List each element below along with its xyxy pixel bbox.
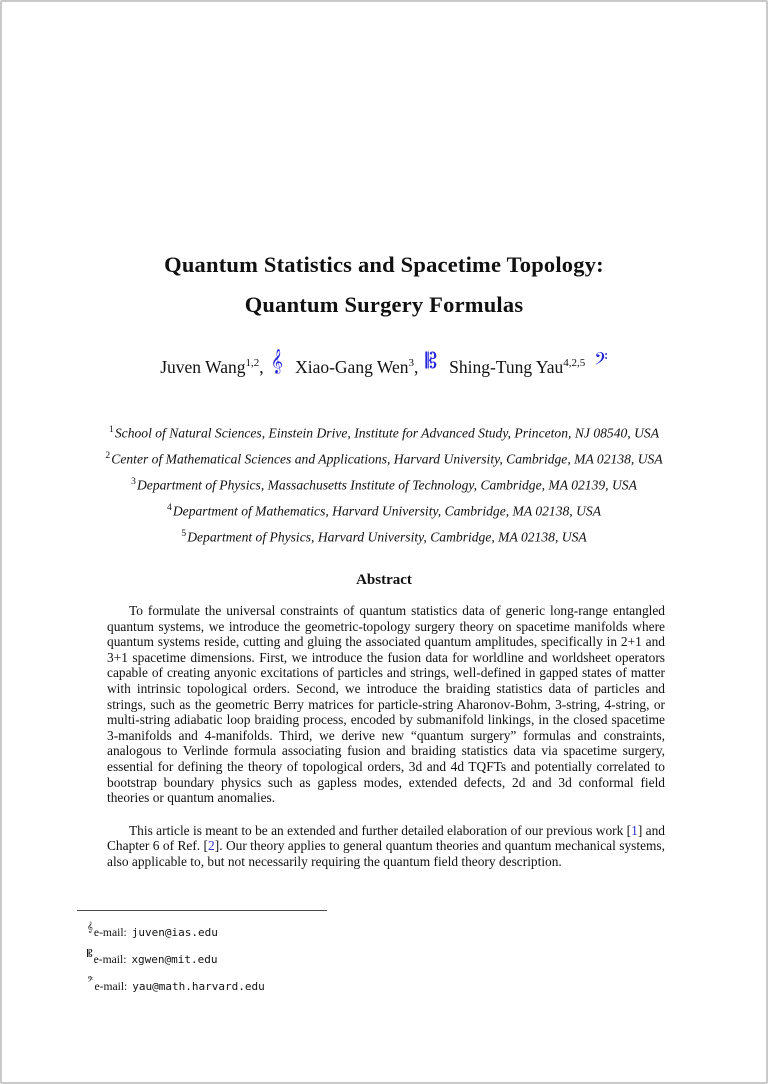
footnote-rule [77, 910, 327, 911]
footnote-label: e-mail: [94, 980, 128, 993]
authors-line [2, 349, 766, 379]
footnote-email-line [77, 971, 497, 998]
abstract-heading: Abstract [356, 572, 412, 588]
author-affil-superscript: 4,2,5 [563, 357, 586, 370]
alto-clef-icon[interactable]: 𝄡 [425, 349, 438, 373]
abstract-body [107, 603, 665, 870]
affiliation-line: $^4$ Department of Mathematics, Harvard University, Cambridge, MA 02138, USA [166, 503, 602, 519]
affiliation-line: $^5$ Department of Physics, Harvard University, Cambridge, MA 02138, USA [181, 529, 587, 545]
affiliations-list [2, 419, 766, 549]
footnote-email-line [77, 944, 497, 971]
footnotes-block [77, 910, 497, 998]
footnote-label: e-mail: [93, 926, 127, 939]
abstract-paragraph-2: This article is meant to be an extended and further detailed elaboration of our previous work [1] and Chapter 6 of Ref. [2]. Our theory applies to general quantum theories and quantum mechanical systems, also applicable to, but not necessarily requiring the quantum field theory description. [107, 822, 665, 869]
citation-link-2[interactable]: 2 [208, 838, 215, 854]
affiliation-line: $^1$ School of Natural Sciences, Einstein Drive, Institute for Advanced Study, Princeton, NJ 08540, USA [108, 425, 660, 441]
footnote-email-address: xgwen@mit.edu [131, 953, 218, 966]
author-name: Juven Wang$^{1,2}$, [160, 357, 264, 377]
affiliation-line: $^3$ Department of Physics, Massachusetts Institute of Technology, Cambridge, MA 02139, USA [131, 477, 637, 493]
abstract-paragraph-1: To formulate the universal constraints of quantum statistics data of generic long-range entangled quantum systems, we introduce the geometric-topology surgery theory on spacetime manifolds where quantum systems reside, cutting and gluing the associated quantum amplitudes, specifically in 2+1 and 3+1 spacetime dimensions. First, we introduce the fusion data for worldline and worldsheet operators capable of creating anyonic excitations of particles and strings, well-defined in gapped states of matter with intrinsic topological orders. Second, we introduce the braiding statistics data of particles and strings, such as the geometric Berry matrices for particle-string Aharonov-Bohm, 3-string, 4-string, or multi-string adiabatic loop braiding process, encoded by submanifold linkings, in the closed spacetime 3-manifolds and 4-manifolds. Third, we derive new “quantum surgery” formulas and constraints, analogous to Verlinde formula associating fusion and braiding statistics data via spacetime surgery, essential for defining the theory of topological orders, 3d and 4d TQFTs and potentially correlated to bootstrap boundary physics such as gapless modes, extended defects, 2d and 3d conformal field theories or quantum anomalies. [107, 603, 665, 806]
alto-clef-footnote-marker: 𝄡 [87, 949, 93, 960]
footnote-label: e-mail: [93, 953, 127, 966]
treble-clef-icon[interactable]: 𝄞 [270, 349, 284, 373]
treble-clef-footnote-marker: 𝄞 [87, 922, 93, 933]
bass-clef-footnote-marker: 𝄢 [87, 976, 94, 987]
footnote-email-address: yau@math.harvard.edu [132, 980, 265, 993]
author-name: Xiao-Gang Wen$^3$, [295, 357, 419, 377]
paper-title-line1: Quantum Statistics and Spacetime Topology: [164, 252, 604, 277]
affiliation-line: $^2$ Center of Mathematical Sciences and Applications, Harvard University, Cambridge, MA 02138, USA [105, 451, 663, 467]
paper-title-line2: Quantum Surgery Formulas [244, 292, 524, 317]
bass-clef-icon[interactable]: 𝄢 [594, 349, 608, 373]
citation-link-1[interactable]: 1 [631, 822, 638, 838]
author-affil-superscript: 3 [408, 357, 415, 370]
paper-title [2, 245, 766, 325]
footnote-email-address: juven@ias.edu [131, 926, 218, 939]
author-name: Shing-Tung Yau$^{4,2,5}$ [449, 357, 586, 377]
footnote-email-line [77, 917, 497, 944]
author-affil-superscript: 1,2 [245, 357, 260, 370]
